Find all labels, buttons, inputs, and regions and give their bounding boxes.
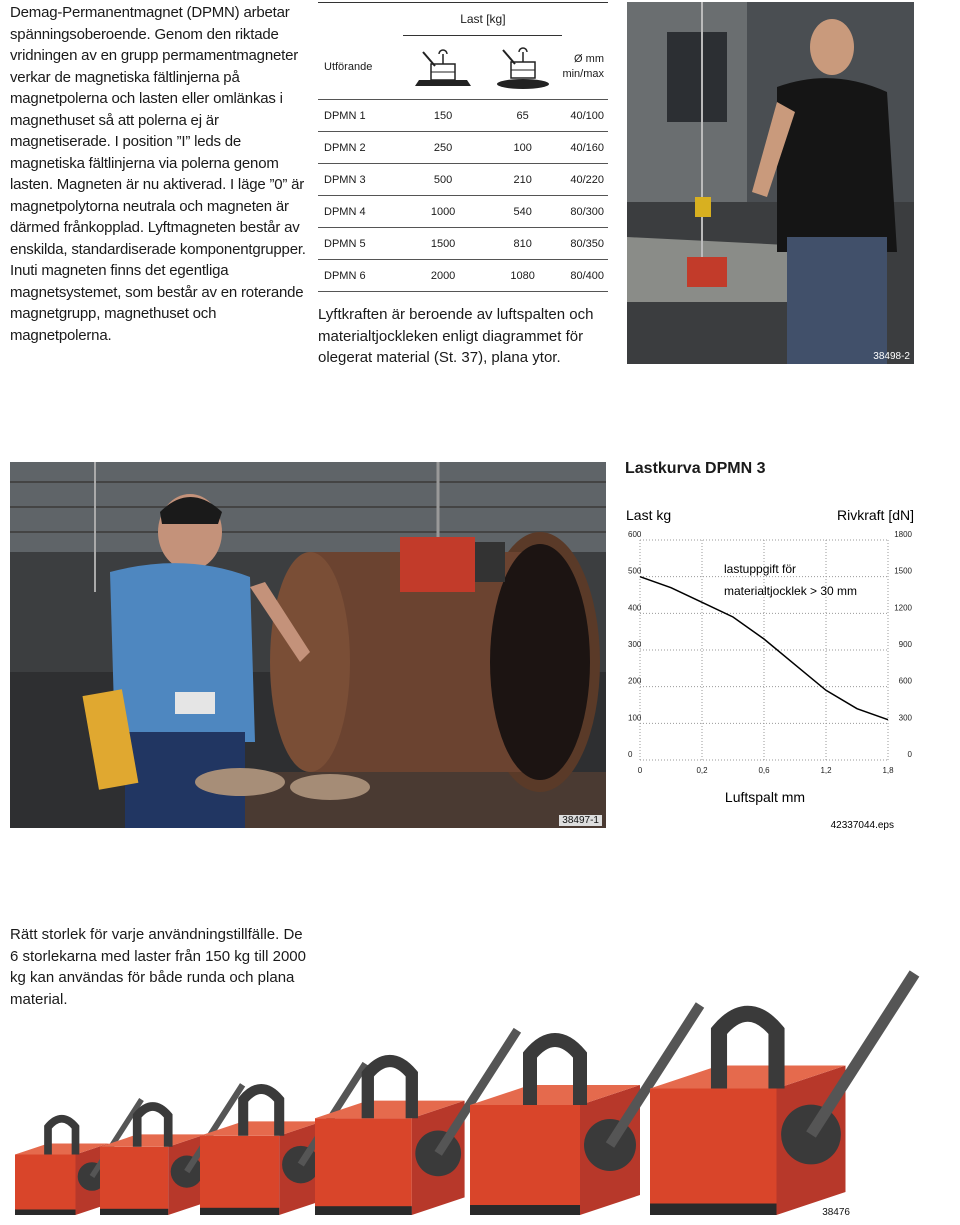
table-row: DPMN 4 1000 540 80/300 [318,196,608,228]
lifting-magnet [650,974,915,1216]
table-row: DPMN 2 250 100 40/160 [318,132,608,164]
y-tick-right: 1500 [894,566,912,576]
chart-file-code: 42337044.eps [830,820,894,831]
y-axis-label-right: Rivkraft [dN] [836,507,914,523]
chart-title: Lastkurva DPMN 3 [625,460,766,477]
y-tick-right: 900 [898,640,912,649]
x-tick: 0,6 [758,766,770,775]
table-row: DPMN 5 1500 810 80/350 [318,228,608,260]
y-tick-right: 1200 [894,603,912,613]
x-tick: 1,8 [882,766,894,775]
chart-annotation-line1: lastuppgift för [724,562,797,576]
y-tick-right: 0 [907,750,912,759]
round-load-icon [483,35,563,100]
model-header: Utförande [324,61,373,73]
y-tick-left: 0 [628,750,633,759]
load-curve-chart [620,495,920,840]
table-row: DPMN 3 500 210 40/220 [318,164,608,196]
spec-table [318,2,608,292]
magnet-product-lineup [0,950,960,1220]
x-axis-label: Luftspalt mm [724,789,806,805]
y-tick-right: 300 [898,713,912,723]
diameter-header: Ø mm [574,53,604,65]
y-tick-left: 600 [628,530,642,539]
y-tick-left: 500 [628,566,642,576]
photo-code: 38497-1 [559,815,602,826]
worker-photo-top [627,2,914,364]
x-tick: 1,2 [820,766,832,775]
pipe-photo [10,462,606,828]
y-tick-left: 300 [628,640,642,649]
y-tick-left: 400 [628,603,642,613]
table-row: DPMN 1 150 65 40/100 [318,100,608,132]
y-tick-left: 100 [628,713,642,723]
photo-code: 38476 [822,1207,850,1218]
y-tick-right: 600 [898,676,912,686]
load-header: Last [kg] [403,3,562,36]
diameter-subheader: min/max [562,68,604,80]
y-tick-right: 1800 [894,530,912,539]
photo-code: 38498-2 [873,351,910,362]
chart-annotation-line2: materialtjocklek > 30 mm [724,584,858,598]
table-row: DPMN 6 2000 1080 80/400 [318,260,608,292]
flat-load-icon [403,35,483,100]
bottom-text: Rätt storlek för varje användningstillfälle. De 6 storlekarna med laster från 150 kg till 2000 kg kan användas för både runda och plana material. [10,926,306,1008]
y-tick-left: 200 [628,676,642,686]
y-axis-label-left: Last kg [626,507,672,523]
intro-paragraph: Demag-Permanentmagnet (DPMN) arbetar spänningsoberoende. Genom den riktade vridningen av en grupp permamentmagneter verkar de magnetiska fältlinjerna på magnetpolerna och lasten eller omlänkas i magnethuset så att polerna ej är magnetiserade. I position ”I” leds de magnetiska fältlinjerna via polerna genom lasten. Magneten är nu aktiverad. I läge ”0” är magnetpolytorna neutrala och magneten är därmed frånkopplad. Lyftmagneten består av enskilda, standardiserade komponentgrupper. Inuti magneten finns det egentliga magnetsystemet, som består av en roterande magnetgrupp, magnethuset och magnetpolerna. [10,4,306,344]
x-tick: 0 [637,766,643,775]
lift-note: Lyftkraften är beroende av luftspalten och materialtjockleken enligt diagrammet för olegerat material (St. 37), plana ytor. [318,306,594,366]
x-tick: 0,2 [696,766,708,775]
